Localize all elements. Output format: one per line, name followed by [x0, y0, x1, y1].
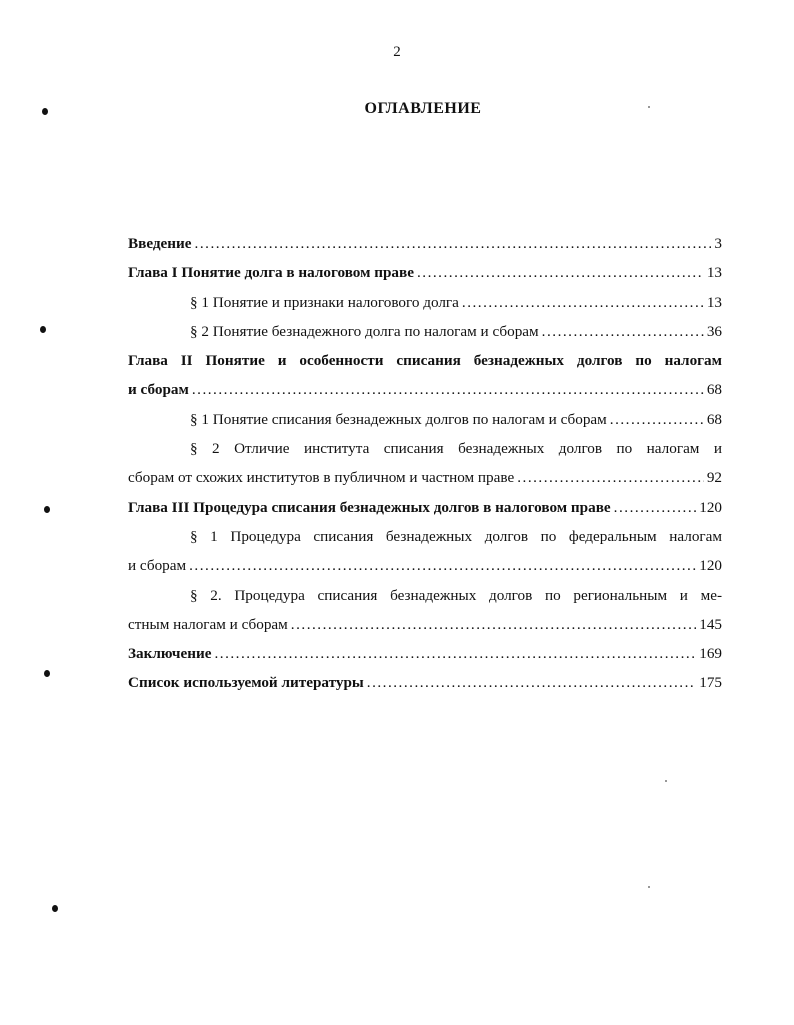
toc-entry-chapter-3-section-2-line-1[interactable]: § 2. Процедура списания безнадежных долгов по региональным и ме- — [190, 586, 722, 604]
scan-hole-mark — [40, 326, 46, 333]
scan-dust-mark — [648, 886, 650, 888]
toc-entry-page: 3 — [714, 235, 722, 252]
toc-entry-label: и сборам — [128, 557, 187, 575]
dot-leader — [291, 610, 696, 639]
dot-leader — [367, 668, 696, 697]
scan-hole-mark — [44, 506, 50, 513]
table-of-contents — [128, 229, 722, 698]
toc-entry-chapter-3-section-1-line-1[interactable]: § 1 Процедура списания безнадежных долгов по федеральным налогам — [190, 527, 722, 545]
scan-dust-mark — [665, 780, 667, 782]
toc-entry-page: 92 — [706, 469, 722, 487]
toc-entry-page: 13 — [706, 293, 722, 311]
dot-leader — [214, 639, 696, 668]
page-number: 2 — [393, 44, 401, 60]
dot-leader — [417, 258, 704, 287]
scan-hole-mark — [42, 108, 48, 115]
dot-leader — [462, 288, 704, 317]
toc-entry-page: 68 — [706, 410, 722, 428]
toc-entry-chapter-3[interactable] — [128, 493, 722, 522]
toc-entry-chapter-2-section-2-line-1[interactable]: § 2 Отличие института списания безнадежных долгов по налогам и — [190, 440, 722, 458]
toc-entry-chapter-1[interactable] — [128, 258, 722, 287]
toc-entry-label: Введение — [128, 235, 192, 252]
toc-entry-label: Список используемой литературы — [128, 674, 364, 692]
dot-leader — [192, 375, 704, 404]
dot-leader — [614, 493, 697, 522]
toc-entry-conclusion[interactable] — [128, 639, 722, 668]
toc-entry-label: и сборам — [128, 381, 189, 399]
dot-leader — [517, 463, 704, 492]
toc-entry-label: § 1 Понятие и признаки налогового долга — [190, 293, 459, 311]
toc-entry-introduction[interactable] — [128, 229, 722, 258]
toc-entry-page: 68 — [706, 381, 722, 399]
toc-entry-references[interactable] — [128, 668, 722, 697]
scan-hole-mark — [52, 905, 58, 912]
toc-entry-label: § 1 Понятие списания безнадежных долгов по налогам и сборам — [190, 410, 607, 428]
toc-entry-page: 145 — [699, 615, 722, 633]
toc-entry-chapter-1-section-1[interactable] — [128, 288, 722, 317]
toc-entry-chapter-2-line-2[interactable] — [128, 375, 722, 404]
toc-entry-page: 175 — [699, 674, 722, 692]
toc-entry-page: 120 — [699, 557, 722, 575]
dot-leader — [542, 317, 704, 346]
toc-entry-chapter-1-section-2[interactable] — [128, 317, 722, 346]
toc-entry-label: сборам от схожих институтов в публичном и частном праве — [128, 469, 515, 487]
toc-entry-label: Заключение — [128, 645, 212, 663]
scan-dust-mark — [648, 106, 650, 108]
toc-entry-chapter-2-section-1[interactable] — [128, 405, 722, 434]
toc-entry-page: 120 — [699, 498, 722, 516]
dot-leader — [610, 405, 704, 434]
toc-entry-chapter-2-line-1[interactable]: Глава II Понятие и особенности списания безнадежных долгов по налогам — [128, 352, 722, 370]
toc-entry-label: Глава III Процедура списания безнадежных долгов в налоговом праве — [128, 498, 611, 516]
toc-entry-label: стным налогам и сборам — [128, 615, 288, 633]
toc-entry-page: 36 — [706, 322, 722, 340]
toc-entry-chapter-2-section-2-line-2[interactable] — [128, 463, 722, 492]
toc-entry-chapter-3-section-1-line-2[interactable] — [128, 551, 722, 580]
dot-leader — [189, 551, 696, 580]
page-title: ОГЛАВЛЕНИЕ — [364, 100, 482, 117]
toc-entry-chapter-3-section-2-line-2[interactable] — [128, 610, 722, 639]
toc-entry-label: § 2 Понятие безнадежного долга по налогам и сборам — [190, 322, 539, 340]
toc-entry-page: 169 — [699, 645, 722, 663]
toc-entry-label: Глава I Понятие долга в налоговом праве — [128, 264, 414, 282]
scan-hole-mark — [44, 670, 50, 677]
dot-leader — [195, 229, 712, 258]
toc-entry-page: 13 — [706, 264, 722, 282]
